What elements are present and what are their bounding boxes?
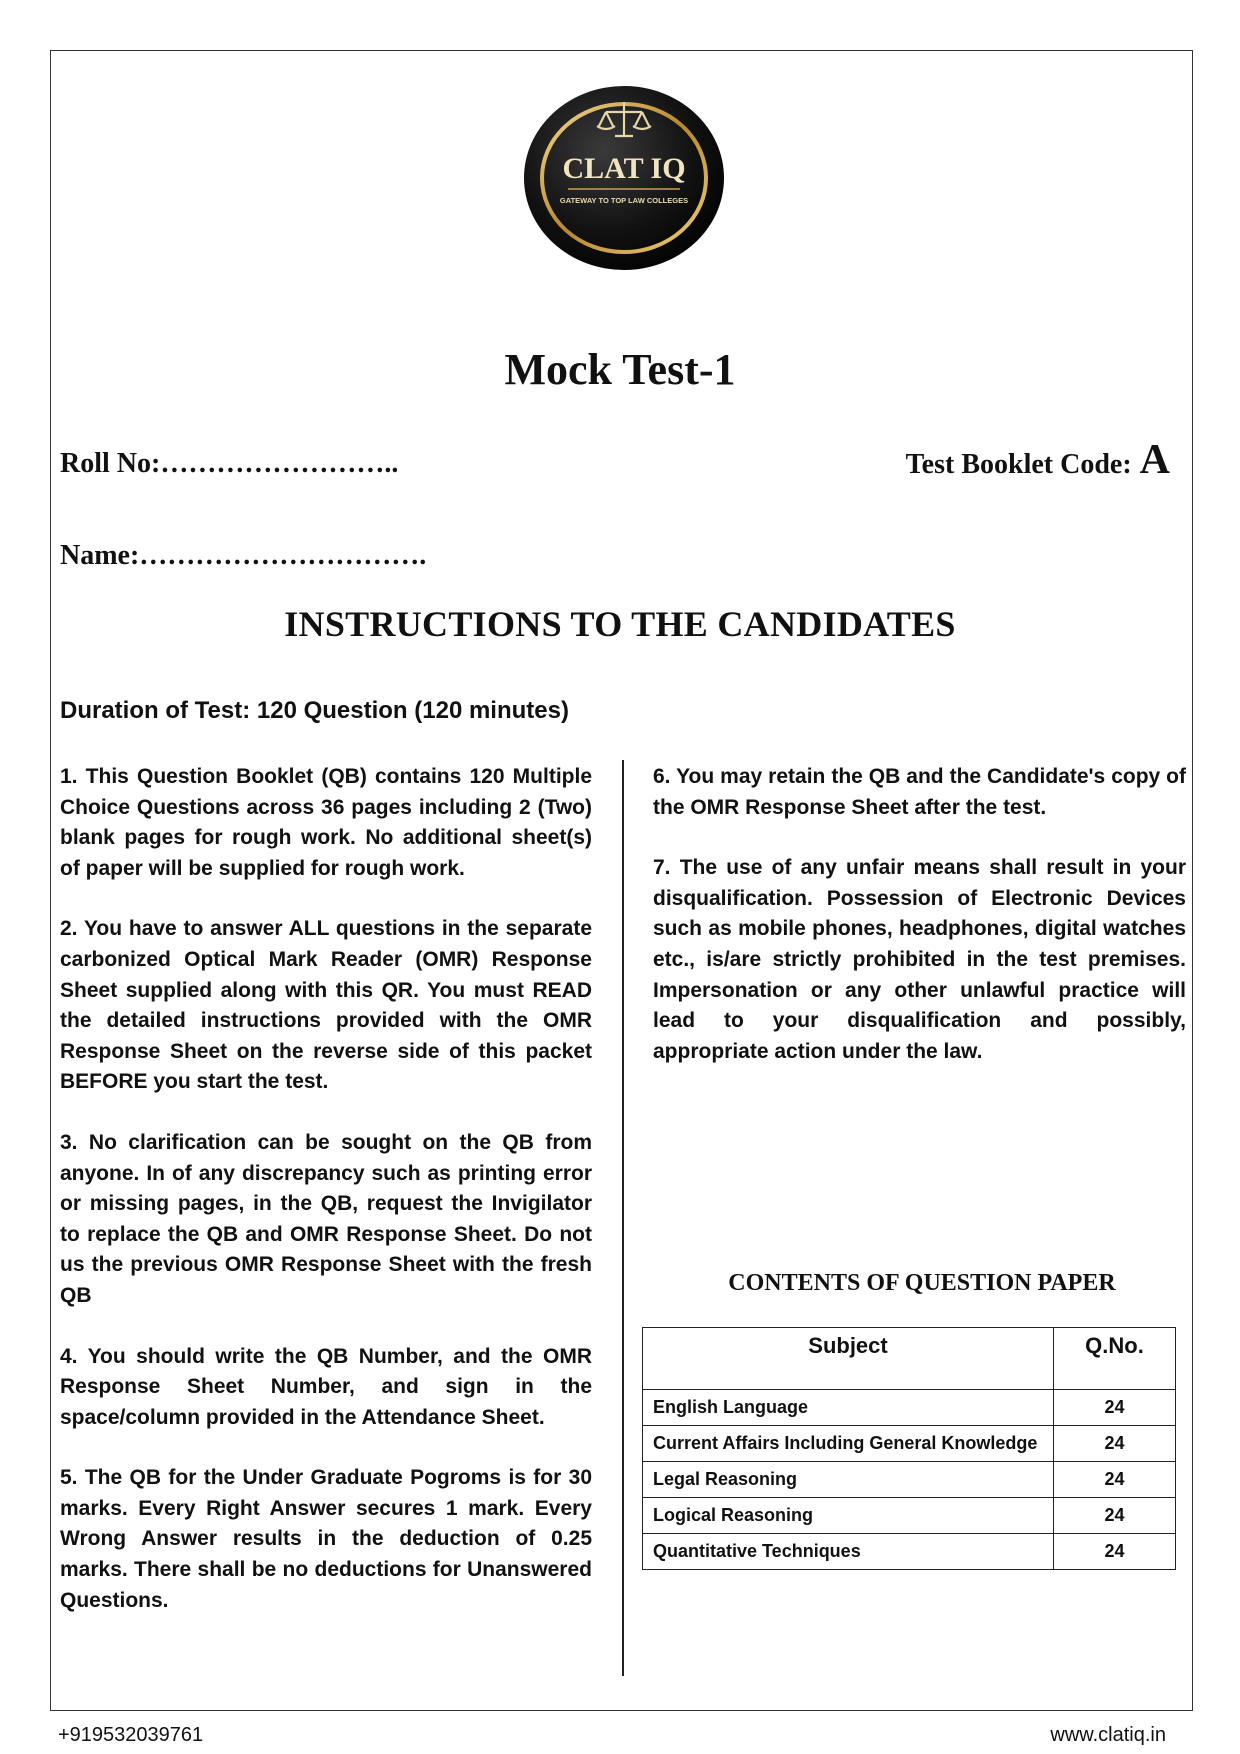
subject-cell: Legal Reasoning xyxy=(643,1462,1054,1498)
qno-cell: 24 xyxy=(1054,1498,1176,1534)
table-row xyxy=(643,1498,1176,1534)
qno-cell: 24 xyxy=(1054,1462,1176,1498)
subject-header: Subject xyxy=(643,1328,1054,1390)
booklet-code-label: Test Booklet Code: xyxy=(905,449,1132,480)
instruction-item: 6. You may retain the QB and the Candidate's copy of the OMR Response Sheet after the test. xyxy=(653,765,1186,819)
footer-phone: +919532039761 xyxy=(58,1724,204,1746)
instruction-item: 5. The QB for the Under Graduate Pogroms is for 30 marks. Every Right Answer secures 1 mark. Every Wrong Answer results in the deduction of 0.25 marks. There shall be no deductions for Unanswered Questions. xyxy=(60,1466,592,1612)
table-row xyxy=(643,1534,1176,1570)
qno-cell: 24 xyxy=(1054,1426,1176,1462)
test-booklet-code xyxy=(906,436,1170,484)
table-row xyxy=(643,1390,1176,1426)
page-title: Mock Test-1 xyxy=(504,345,736,394)
instruction-item: 4. You should write the QB Number, and the OMR Response Sheet Number, and sign in the space/column provided in the Attendance Sheet. xyxy=(60,1344,592,1429)
footer-website: www.clatiq.in xyxy=(1050,1724,1166,1746)
booklet-code-value: A xyxy=(1139,437,1170,483)
table-row xyxy=(643,1462,1176,1498)
contents-table xyxy=(642,1327,1176,1570)
table-header-row xyxy=(643,1328,1176,1390)
subject-cell: Quantitative Techniques xyxy=(643,1534,1054,1570)
qno-header: Q.No. xyxy=(1054,1328,1176,1390)
duration-text: Duration of Test: 120 Question (120 minutes) xyxy=(60,697,569,724)
subject-cell: English Language xyxy=(643,1390,1054,1426)
instruction-item: 3. No clarification can be sought on the QB from anyone. In of any discrepancy such as printing error or missing pages, in the QB, request the Invigilator to replace the QB and OMR Response Sheet. Do not us the previous OMR Response Sheet with the fresh QB xyxy=(60,1130,592,1307)
instructions-right-column xyxy=(653,762,1186,1097)
instructions-heading: INSTRUCTIONS TO THE CANDIDATES xyxy=(284,604,956,644)
subject-cell: Current Affairs Including General Knowledge xyxy=(643,1426,1054,1462)
scales-of-justice-icon xyxy=(502,72,746,282)
svg-text:CLAT IQ: CLAT IQ xyxy=(562,152,686,185)
column-divider xyxy=(622,760,624,1676)
name-field: Name:…………………………. xyxy=(60,540,427,571)
instructions-left-column xyxy=(60,762,592,1646)
svg-text:GATEWAY TO TOP LAW COLLEGES: GATEWAY TO TOP LAW COLLEGES xyxy=(559,196,689,205)
qno-cell: 24 xyxy=(1054,1534,1176,1570)
instruction-item: 2. You have to answer ALL questions in the separate carbonized Optical Mark Reader (OMR) Response Sheet supplied along with this QR. You must READ the detailed instructions provided with the OMR Response Sheet on the reverse side of this packet BEFORE you start the test. xyxy=(60,917,592,1094)
clat-iq-logo xyxy=(502,72,746,282)
qno-cell: 24 xyxy=(1054,1390,1176,1426)
instruction-item: 1. This Question Booklet (QB) contains 120 Multiple Choice Questions across 36 pages including 2 (Two) blank pages for rough work. No additional sheet(s) of paper will be supplied for rough work. xyxy=(60,765,592,880)
contents-heading: CONTENTS OF QUESTION PAPER xyxy=(728,1270,1116,1296)
table-row xyxy=(643,1426,1176,1462)
instruction-item: 7. The use of any unfair means shall result in your disqualification. Possession of Electronic Devices such as mobile phones, headphones, digital watches etc., is/are strictly prohibited in the test premises. Impersonation or any other unlawful practice will lead to your disqualification and possibly, appropriate action under the law. xyxy=(653,856,1186,1063)
roll-number-field: Roll No:…………………….. xyxy=(60,448,399,479)
subject-cell: Logical Reasoning xyxy=(643,1498,1054,1534)
